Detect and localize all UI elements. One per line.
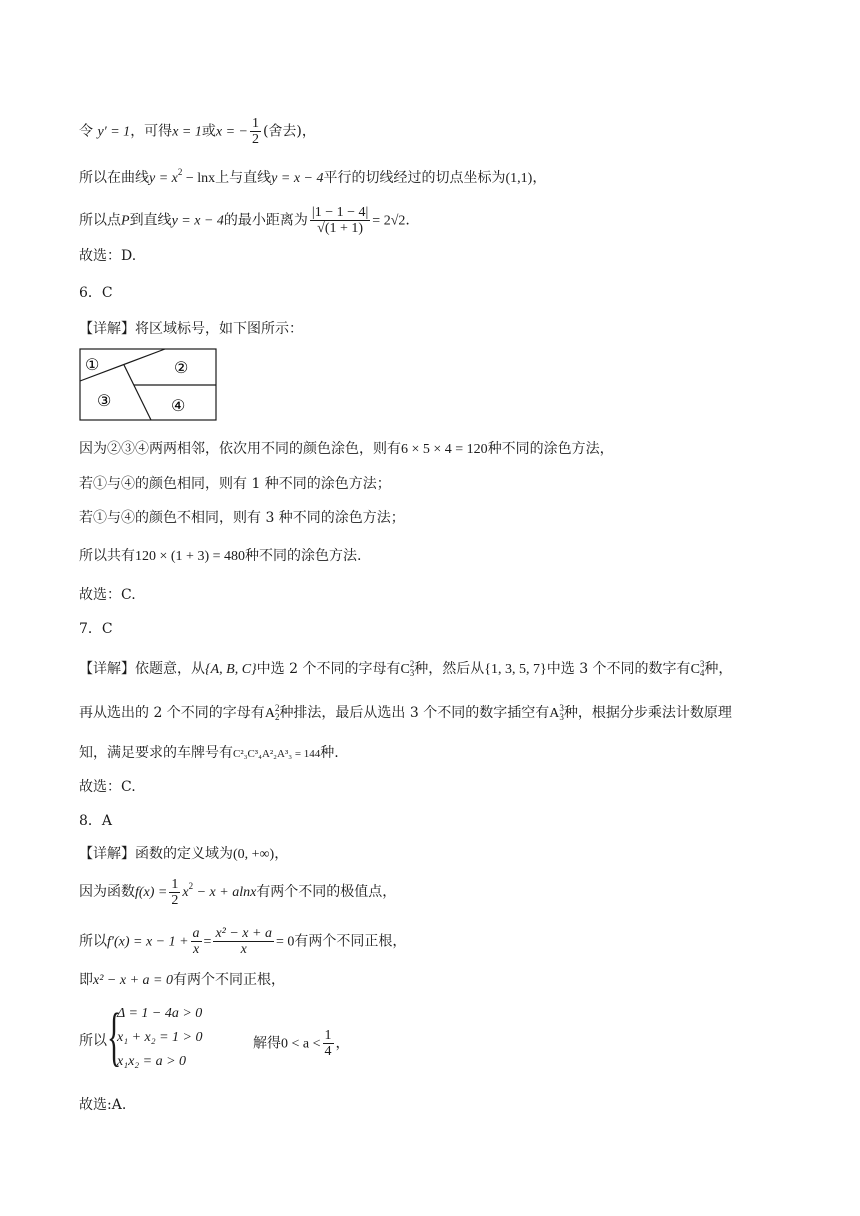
text-line-3 [79, 205, 410, 236]
superscript: 2 [188, 881, 194, 891]
region-diagram [79, 348, 219, 422]
text: 有两个不同正根， [172, 972, 285, 988]
superscript: 2 [274, 703, 280, 713]
text: ， [532, 170, 547, 186]
math: C [690, 662, 700, 677]
math: y = x − 4 [271, 171, 324, 186]
text-line-9: 若①与④的颜色不相同，则有 3 种不同的涂色方法； [79, 510, 405, 526]
math: = [203, 934, 212, 950]
text: 【详解】依题意，从 [79, 661, 205, 677]
text: 中选 3 个不同的数字有 [546, 661, 691, 677]
text: 因为函数 [79, 884, 135, 900]
text: 所以点 [79, 212, 121, 229]
text: 所以 [79, 1033, 107, 1049]
text: 中选 2 个不同的字母有 [256, 661, 401, 677]
text: 所以在曲线 [79, 170, 149, 186]
math: f′(x) = x − 1 + [107, 934, 189, 950]
text: 种，然后从 [414, 661, 485, 677]
text-line-4: 故选：D. [79, 248, 137, 264]
text-line-23: 故选:A. [79, 1097, 127, 1113]
solution [253, 1028, 350, 1059]
superscript: 3 [559, 703, 564, 713]
text-line-20 [79, 926, 406, 957]
text-line-8: 若①与④的颜色相同，则有 1 种不同的涂色方法； [79, 476, 391, 492]
math: A [264, 706, 275, 721]
text-line-10 [79, 546, 361, 567]
denominator: 2 [171, 892, 179, 908]
text: (舍去)， [262, 123, 316, 140]
text-line-6: 【详解】将区域标号，如下图所示： [79, 321, 303, 337]
denominator: 4 [324, 1044, 332, 1059]
text: 所以共有 [79, 548, 135, 564]
subscript: 2 [274, 712, 280, 722]
superscript: 2 [177, 167, 183, 177]
equation-system [79, 1000, 399, 1076]
math: = 2√2 [372, 213, 406, 229]
numerator: |1 − 1 − 4| [311, 205, 369, 220]
text: 种不同的涂色方法， [487, 441, 614, 457]
text-line-7 [79, 439, 614, 460]
fraction [323, 1028, 334, 1059]
text: 【详解】函数的定义域为 [79, 846, 233, 862]
left-brace: { [107, 1000, 122, 1073]
math: = 0 [275, 934, 295, 950]
region-label-2: ② [174, 360, 189, 377]
math: x = − [215, 124, 248, 140]
numerator: x² − x + a [215, 926, 272, 941]
superscript: 2 [409, 659, 415, 669]
text: ，可得 [130, 123, 173, 140]
text-line-18 [79, 844, 288, 865]
fraction [169, 877, 180, 908]
text: ， [335, 1035, 350, 1052]
numerator: a [192, 926, 200, 941]
text: 种. [320, 745, 339, 761]
numerator: 1 [171, 876, 179, 892]
math: x = 1 [172, 124, 202, 140]
subscript: 3 [559, 712, 564, 722]
text: 有两个不同的极值点， [256, 884, 397, 900]
text-line-21 [79, 970, 285, 991]
math: (1,1) [505, 171, 533, 186]
text: 因为②③④两两相邻，依次用不同的颜色涂色，则有 [79, 441, 401, 457]
text: 再从选出的 2 个不同的字母有 [79, 705, 265, 721]
math: {1, 3, 5, 7} [484, 662, 547, 677]
text: 知，满足要求的车牌号有 [79, 745, 233, 761]
region-label-4: ④ [171, 398, 186, 415]
math: 0 < a < [281, 1036, 321, 1052]
system-row: x₁x₂ = a > 0 [117, 1054, 187, 1069]
region-label-1: ① [85, 357, 100, 374]
superscript: 3 [699, 659, 705, 669]
fraction [250, 116, 261, 147]
text-line-2 [79, 162, 546, 189]
math: x [182, 885, 189, 900]
text-line-15 [79, 743, 339, 764]
fraction [191, 926, 202, 957]
subscript: 3 [409, 668, 415, 678]
math: C [400, 662, 410, 677]
math: C²₃C³₄A²₂A³₃ = 144 [233, 748, 321, 760]
text-line-13 [79, 659, 732, 680]
text-line-1 [79, 116, 316, 147]
text: . [405, 212, 410, 229]
numerator: 1 [251, 116, 259, 131]
denominator: 2 [251, 132, 259, 147]
system-row: x₁ + x₂ = 1 > 0 [117, 1030, 203, 1045]
math: x² − x + a = 0 [93, 973, 173, 988]
region-label-3: ③ [97, 393, 112, 410]
math: − lnx [182, 171, 216, 186]
text: 上与直线 [215, 170, 272, 186]
math: A [549, 706, 560, 721]
math: 6 × 5 × 4 = 120 [401, 442, 488, 457]
question-number-8: 8．A [79, 813, 113, 829]
text: 的最小距离为 [223, 212, 308, 229]
text-line-14 [79, 703, 732, 724]
system-row: Δ = 1 − 4a > 0 [117, 1006, 203, 1021]
denominator: x [192, 942, 200, 957]
text: 种不同的涂色方法. [245, 548, 362, 564]
question-number-6: 6．C [79, 285, 113, 301]
math: y = x − 4 [171, 213, 224, 229]
numerator: 1 [324, 1028, 332, 1043]
diagram-divider [124, 365, 151, 420]
text-line-16: 故选：C. [79, 779, 136, 795]
subscript: 4 [699, 668, 705, 678]
fraction [213, 926, 274, 957]
fraction [310, 205, 370, 236]
denominator: x [240, 942, 247, 957]
text: 平行的切线经过的切点坐标为 [323, 170, 506, 186]
text: ， [274, 846, 289, 862]
math: − x + alnx [193, 885, 257, 900]
math: y′ = 1 [97, 124, 131, 140]
text: 种， [704, 661, 733, 677]
text: 令 [79, 123, 93, 140]
text-line-11: 故选：C. [79, 587, 136, 603]
text: 或 [201, 123, 216, 140]
text: 所以 [79, 933, 107, 950]
math: {A, B, C} [205, 662, 257, 677]
text: 种，根据分步乘法计数原理 [563, 705, 732, 721]
text: 解得 [253, 1035, 281, 1052]
text: 有两个不同正根， [294, 933, 407, 950]
math: 120 × (1 + 3) = 480 [135, 549, 246, 564]
math: y = x [149, 171, 178, 186]
math: P [121, 213, 130, 229]
math: f(x) = [135, 885, 168, 900]
question-number-7: 7．C [79, 621, 113, 637]
text: 到直线 [129, 212, 172, 229]
denominator: √(1 + 1) [317, 221, 364, 236]
text-line-19 [79, 876, 396, 908]
text: 即 [79, 972, 93, 988]
text: 种排法，最后从选出 3 个不同的数字插空有 [279, 705, 550, 721]
math: (0, +∞) [233, 847, 275, 862]
